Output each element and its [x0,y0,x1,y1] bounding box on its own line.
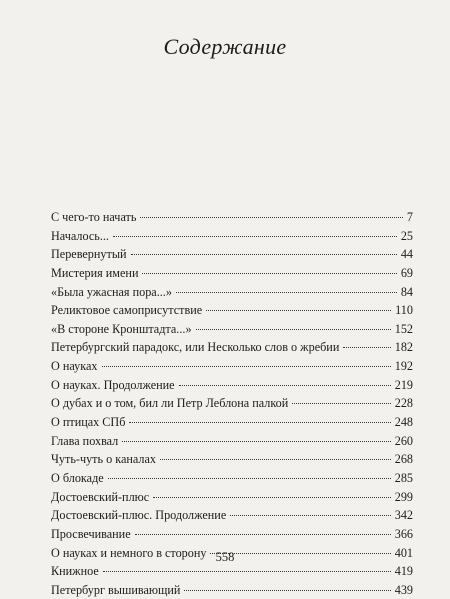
toc-entry-page: 192 [394,359,413,374]
toc-entry [51,394,413,413]
toc-entry-title: О науках. Продолжение [51,377,175,392]
toc-entry [51,227,413,246]
toc-leader-dots [129,422,390,423]
toc-entry-title: Достоевский-плюс. Продолжение [51,508,227,523]
toc-entry [51,338,413,357]
toc-entry-title: С чего-то начать [51,210,137,224]
toc-entry-title: Перевернутый [51,247,127,262]
toc-entry [51,264,413,283]
toc-entry-title: О птицах СПб [51,415,126,430]
toc-entry-title: Началось... [51,228,109,243]
toc-leader-dots [196,329,391,330]
toc-entry-page: 69 [400,265,413,280]
toc-entry [51,506,413,525]
toc-entry-page: 152 [394,321,413,336]
toc-entry-page: 219 [394,377,413,392]
toc-leader-dots [176,292,397,293]
toc-entry-title: Просвечивание [51,526,131,541]
toc-entry-page: 439 [394,582,413,597]
toc-leader-dots [343,347,390,348]
page-title: Содержание [163,34,287,59]
toc-entry-title: «Была ужасная пора...» [51,284,172,299]
toc-entry [51,525,413,544]
toc-entry-page: 248 [394,415,413,430]
toc-leader-dots [142,273,396,274]
toc-leader-dots [230,515,390,516]
toc-leader-dots [179,385,391,386]
toc-leader-dots [140,217,402,218]
toc-entry [51,450,413,469]
toc-entry-title: О блокаде [51,470,104,485]
toc-entry-page: 110 [395,303,413,318]
toc-leader-dots [102,366,391,367]
toc-entry-page: 228 [394,396,413,411]
toc-entry-title: Реликтовое самоприсутствие [51,303,203,318]
toc-entry [51,208,413,227]
toc-leader-dots [131,254,397,255]
toc-entry [51,283,413,302]
toc-entry-page: 7 [406,210,413,224]
toc-entry-title: Мистерия имени [51,265,139,280]
toc-entry-page: 366 [394,526,413,541]
toc-entry [51,413,413,432]
toc-leader-dots [153,497,391,498]
toc-entry-page: 44 [400,247,413,262]
toc-entry [51,376,413,395]
toc-entry [51,245,413,264]
toc-entry-title: Чуть-чуть о каналах [51,452,157,467]
toc-leader-dots [160,459,391,460]
toc-entry-page: 401 [394,545,413,560]
toc-entry-page: 342 [394,508,413,523]
toc-entry-title: Книжное [51,564,99,579]
toc-entry-title: Глава похвал [51,433,119,448]
toc-leader-dots [103,571,391,572]
toc-entry-page: 268 [394,452,413,467]
toc-entry-title: О науках и немного в сторону [51,545,207,560]
page-number: 558 [215,550,235,564]
toc-entry [51,581,413,599]
toc-leader-dots [292,403,390,404]
toc-entry-page: 25 [400,228,413,243]
toc-entry-title: Достоевский-плюс [51,489,150,504]
toc-entry-title: О дубах и о том, бил ли Петр Леблона палкой [51,396,289,411]
toc-leader-dots [135,534,391,535]
toc-entry-title: Петербургский парадокс, или Несколько слов о жребии [51,340,340,355]
toc-leader-dots [113,236,397,237]
toc-leader-dots [108,478,391,479]
toc-leader-dots [184,590,390,591]
toc-entry [51,432,413,451]
toc-leader-dots [122,441,390,442]
toc-entry-page: 260 [394,433,413,448]
toc-entry-page: 84 [400,284,413,299]
toc-entry [51,469,413,488]
toc-entry [51,320,413,339]
toc-entry-page: 419 [394,564,413,579]
toc-entry-title: О науках [51,359,98,374]
toc-entry-page: 285 [394,470,413,485]
toc-entry-title: Петербург вышивающий [51,582,181,597]
toc-entry-page: 182 [394,340,413,355]
toc-leader-dots [206,310,391,311]
table-of-contents [51,208,413,599]
toc-entry [51,301,413,320]
toc-entry-title: «В стороне Кронштадта...» [51,321,192,336]
toc-entry [51,357,413,376]
toc-entry-page: 299 [394,489,413,504]
toc-entry [51,488,413,507]
